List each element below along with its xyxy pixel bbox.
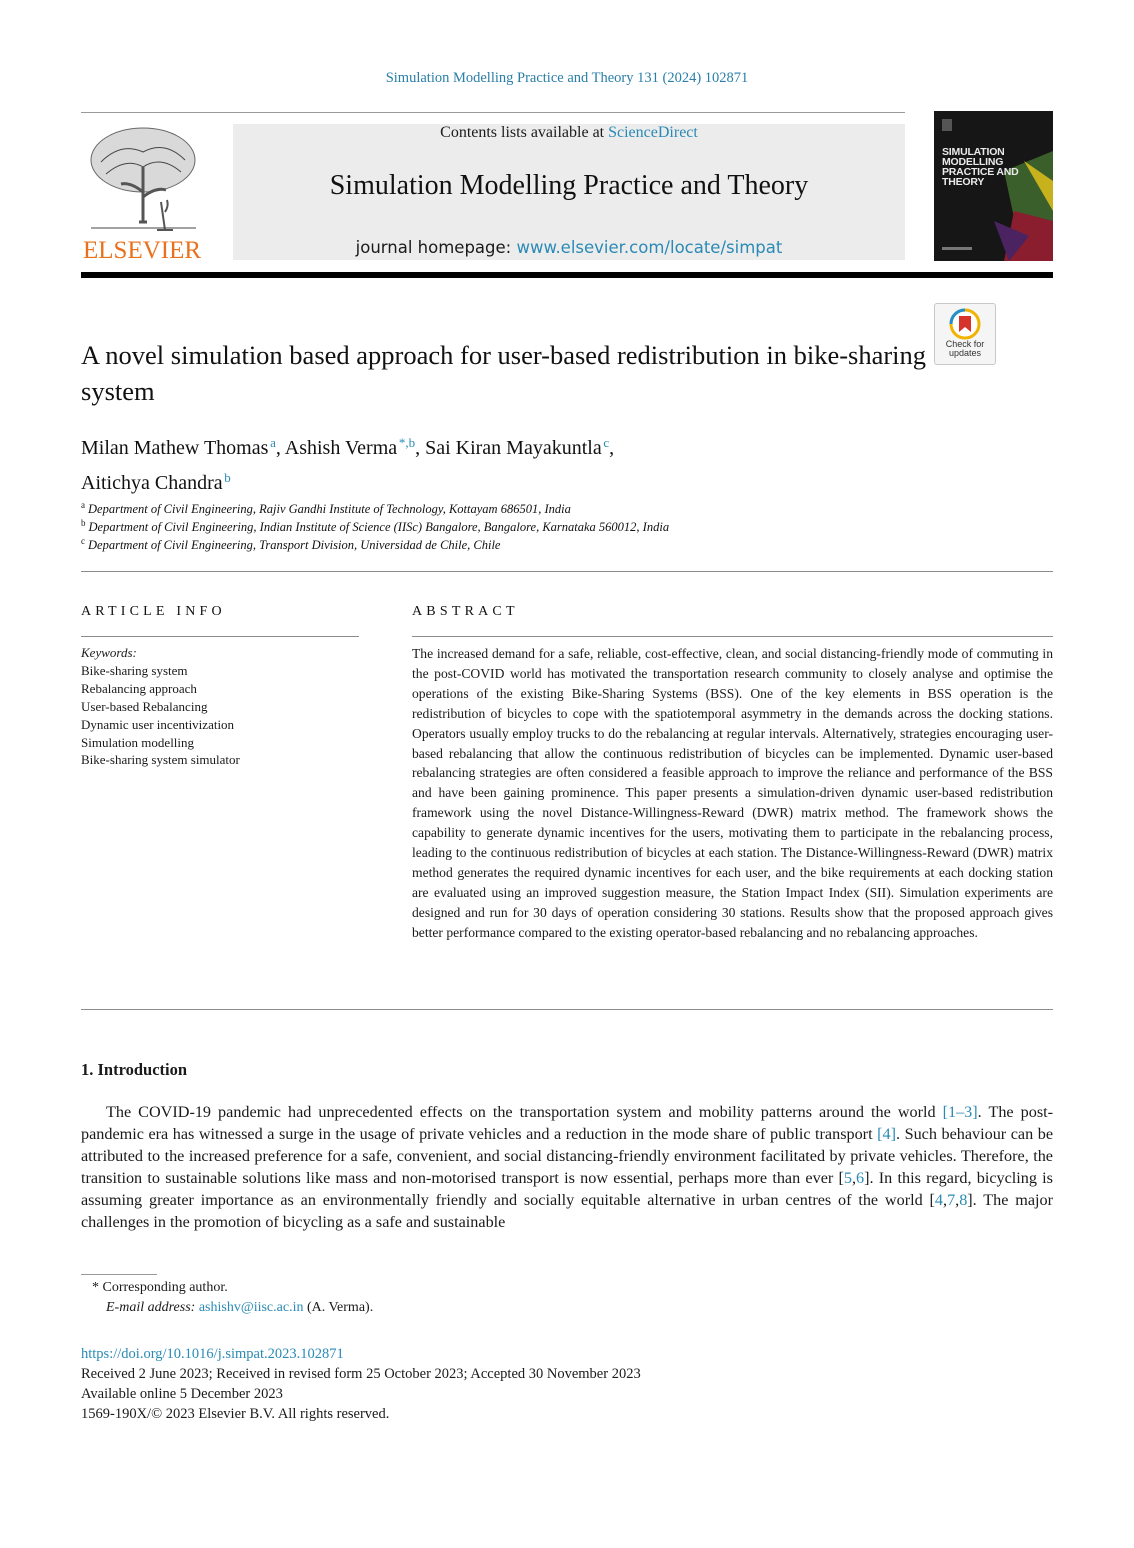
intro-text: , xyxy=(955,1191,960,1209)
check-updates-label: Check for updates xyxy=(945,339,985,358)
section-rule xyxy=(81,1009,1053,1010)
journal-cover[interactable] xyxy=(934,111,1053,261)
keywords-label: Keywords: xyxy=(81,645,137,660)
citation-link[interactable]: 5 xyxy=(843,1169,852,1187)
author-separator: , xyxy=(415,437,426,459)
bookmark-icon xyxy=(935,304,995,340)
copyright-line: 1569-190X/© 2023 Elsevier B.V. All rights reserved. xyxy=(81,1406,390,1422)
elsevier-logo[interactable] xyxy=(81,122,206,262)
author-list xyxy=(81,428,981,498)
affiliation xyxy=(81,518,669,535)
author-name[interactable]: Aitichya Chandra xyxy=(81,472,223,494)
header-thick-rule xyxy=(81,272,1053,278)
author-name[interactable]: Milan Mathew Thomas xyxy=(81,437,269,459)
author-separator: , xyxy=(275,437,285,459)
citation-link[interactable]: [1–3] xyxy=(942,1103,978,1121)
paper-title: A novel simulation based approach for user-based redistribution in bike-sharing system xyxy=(81,340,927,406)
intro-text: ]. The major challenges in the promotion of bicycling as a safe and sustainable xyxy=(81,1191,1053,1231)
homepage-link[interactable]: www.elsevier.com/locate/simpat xyxy=(516,238,783,257)
affiliation-mark[interactable]: *,b xyxy=(398,435,416,450)
contents-prefix: Contents lists available at xyxy=(440,124,609,141)
affiliation-text: Department of Civil Engineering, Rajiv Gandhi Institute of Technology, Kottayam 686501, India xyxy=(88,502,571,516)
author-separator: , xyxy=(609,437,615,459)
intro-text: , xyxy=(851,1169,857,1187)
email-label: E-mail address: xyxy=(106,1300,199,1315)
section-rule xyxy=(81,571,1053,572)
article-meta xyxy=(81,1344,641,1424)
sciencedirect-link[interactable]: ScienceDirect xyxy=(608,124,698,141)
affiliation-text: Department of Civil Engineering, Indian Institute of Science (IISc) Bangalore, Bangalore, Karnataka 560012, India xyxy=(88,520,670,534)
abstract-heading: ABSTRACT xyxy=(412,604,519,619)
affiliation-mark[interactable]: a xyxy=(270,435,276,450)
intro-text: . The post-pandemic era has witnessed a surge in the usage of private vehicles and a reduction in the mode share of public transport xyxy=(81,1103,1054,1143)
keyword-item: User-based Rebalancing xyxy=(81,698,208,714)
abstract-text: The increased demand for a safe, reliable, cost-effective, clean, and social distancing-friendly mode of commuting in the post-COVID world has motivated the transportation research community to closely analyse and optimise the operations of the existing Bike-Sharing Systems (BSS). One of the key elements in BSS operation is the redistribution of bicycles to cope with the spatiotemporal asymmetry in the demands across the docking stations. Operators usually employ trucks to do the rebalancing at regular intervals. Alternatively, strategies encouraging user-based rebalancing that allow the continuous redistribution of bicycles can be implemented. Dynamic user-based rebalancing strategies are often considered a feasible approach to improve the reliance and performance of the BSS and have been gaining prominence. This paper presents a simulation-driven dynamic user-based redistribution framework using the novel Distance-Willingness-Reward (DWR) matrix method. The framework shows the capability to generate dynamic incentives for the users, motivating them to participate in the rebalancing process, leading to the continuous redistribution of bicycles at each station. The Distance-Willingness-Reward (DWR) matrix method generates the required dynamic incentives for each user, and the bike requirements at each docking station are evaluated using an improved suggestion measure, the Station Impact Index (SII). Simulation experiments are designed and run for 30 days of operation considering 30 stations. Results show that the proposed approach gives better performance compared to the existing operator-based rebalancing and no rebalancing approaches. xyxy=(412,646,1053,940)
article-info-heading: ARTICLE INFO xyxy=(81,604,226,619)
keywords-block xyxy=(81,644,240,769)
keyword-item: Rebalancing approach xyxy=(81,680,197,696)
affiliation xyxy=(81,500,571,517)
citation-link[interactable]: 6 xyxy=(856,1169,865,1187)
header-rule xyxy=(81,112,905,113)
article-info-rule xyxy=(81,636,359,637)
abstract-rule xyxy=(412,636,1053,637)
citation-link[interactable]: 7 xyxy=(947,1191,956,1209)
affiliation-mark[interactable]: b xyxy=(224,470,231,485)
intro-text: , xyxy=(943,1191,948,1209)
homepage-prefix: journal homepage: xyxy=(355,238,517,257)
corresponding-author-note: * Corresponding author. xyxy=(92,1280,228,1295)
affiliation-mark[interactable]: c xyxy=(603,435,610,450)
email-link[interactable]: ashishv@iisc.ac.in xyxy=(198,1300,304,1315)
article-history: Received 2 June 2023; Received in revised form 25 October 2023; Accepted 30 November 2023 xyxy=(81,1366,641,1382)
keyword-item: Bike-sharing system simulator xyxy=(81,752,240,768)
elsevier-tree-icon xyxy=(81,122,206,262)
affiliation-text: Department of Civil Engineering, Transport Division, Universidad de Chile, Chile xyxy=(88,538,501,552)
doi-link[interactable]: https://doi.org/10.1016/j.simpat.2023.102871 xyxy=(81,1346,344,1362)
running-head: Simulation Modelling Practice and Theory 131 (2024) 102871 xyxy=(385,70,749,86)
introduction-paragraph xyxy=(81,1101,1053,1233)
citation-link[interactable]: [4] xyxy=(877,1125,896,1143)
available-online: Available online 5 December 2023 xyxy=(81,1386,283,1402)
citation-link[interactable]: 4 xyxy=(934,1191,944,1209)
email-suffix: (A. Verma). xyxy=(303,1300,374,1315)
affiliation xyxy=(81,536,500,553)
elsevier-wordmark: ELSEVIER xyxy=(83,237,202,262)
journal-title: Simulation Modelling Practice and Theory xyxy=(329,170,809,201)
affiliation-letter: a xyxy=(81,500,85,510)
journal-homepage xyxy=(233,238,905,257)
footnote-rule xyxy=(81,1274,157,1275)
introduction-heading: 1. Introduction xyxy=(81,1060,188,1079)
affiliation-letter: c xyxy=(81,536,85,546)
email-note xyxy=(106,1300,373,1316)
author-name[interactable]: Sai Kiran Mayakuntla xyxy=(425,437,602,459)
affiliation-letter: b xyxy=(81,518,86,528)
intro-text: The COVID-19 pandemic had unprecedented effects on the transportation system and mobility patterns around the world xyxy=(106,1103,943,1121)
keyword-item: Bike-sharing system xyxy=(81,662,188,678)
intro-text: . Such behaviour can be attributed to the increased preference for a safe, convenient, and social distancing-friendly environment facilitated by private vehicles. Therefore, the transition to sustainable solutions like mass and non-motorised transport is now essential, perhaps more than ever [ xyxy=(81,1125,1054,1187)
author-name[interactable]: Ashish Verma xyxy=(284,437,398,459)
check-for-updates-badge[interactable] xyxy=(934,303,996,365)
keyword-item: Simulation modelling xyxy=(81,734,195,750)
contents-line xyxy=(233,124,905,142)
keyword-item: Dynamic user incentivization xyxy=(81,716,235,732)
intro-text: ]. In this regard, bicycling is assuming greater importance as an environmentally friendly and socially equitable alternative in urban centres of the world [ xyxy=(81,1169,1053,1209)
cover-title: SIMULATION MODELLING PRACTICE AND THEORY xyxy=(942,146,1019,188)
citation-link[interactable]: 8 xyxy=(959,1191,968,1209)
